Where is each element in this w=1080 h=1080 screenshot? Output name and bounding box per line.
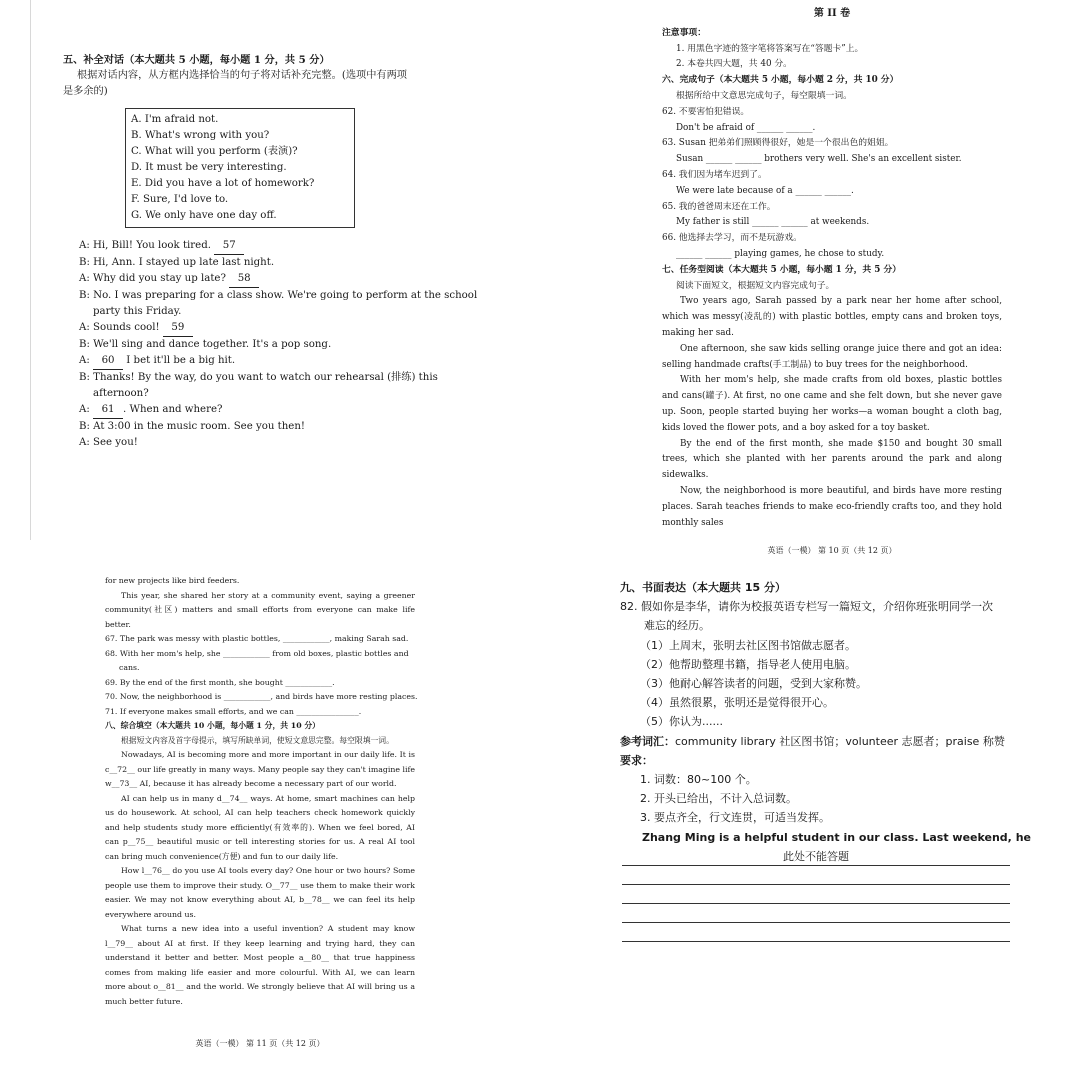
section-5-instruction: 根据对话内容，从方框内选择恰当的句子将对话补充完整。(选项中有两项: [77, 70, 407, 81]
question-69: 69. By the end of the first month, she bought ____________.: [105, 677, 335, 687]
question-66-english: ______ ______ playing games, he chose to study.: [676, 248, 885, 259]
cloze-paragraph: Nowadays, AI is becoming more and more important in our daily life. It is c__72__ our life greatly in many ways. Many people say they can't imagine life w__73__ AI, because it has already become a necessary part of our world.: [105, 750, 415, 788]
writing-point: （3）他耐心解答读者的问题，受到大家称赞。: [640, 677, 867, 691]
question-68-cont: cans.: [119, 663, 140, 672]
option-e: E. Did you have a lot of homework?: [131, 178, 315, 189]
dialogue-line: A: 61 . When and where?: [79, 402, 430, 419]
writing-section: [620, 578, 1031, 958]
question-65-english: My father is still ______ ______ at weekends.: [676, 217, 870, 228]
section-6-instruction: 根据所给中文意思完成句子，每空限填一词。: [676, 90, 852, 101]
writing-point: （4）虽然很累，张明还是觉得很开心。: [640, 696, 834, 710]
section-8-heading: 八、综合填空（本大题共 10 小题，每小题 1 分，共 10 分）: [105, 721, 320, 730]
requirements-heading: 要求：: [620, 753, 653, 767]
dialogue-line: A: 60 I bet it'll be a big hit.: [79, 353, 430, 370]
reading-continuation: for new projects like bird feeders.: [105, 576, 240, 585]
blank-61: 61: [93, 402, 123, 419]
blank-57: 57: [214, 238, 244, 255]
question-64: 64. 我们因为堵车迟到了。: [662, 169, 767, 180]
answer-line[interactable]: [622, 923, 1010, 942]
question-63-english: Susan ______ ______ brothers very well. She's an excellent sister.: [676, 154, 962, 165]
answer-line[interactable]: [622, 847, 1010, 866]
dialogue-line: B: Hi, Ann. I stayed up late last night.: [79, 257, 275, 268]
dialogue-line: A: Sounds cool! 59: [79, 320, 430, 337]
requirement: 1. 词数：80~100 个。: [640, 773, 757, 787]
vocabulary-line: 参考词汇：community library 社区图书馆；volunteer 志愿者；praise 称赞: [620, 734, 1005, 748]
dialogue: [63, 238, 478, 451]
notice-item: 1. 用黑色字迹的签字笔将答案写在“答题卡”上。: [676, 43, 864, 54]
question-68: 68. With her mom's help, she ____________ from old boxes, plastic bottles and: [105, 648, 409, 658]
essay-start: Zhang Ming is a helpful student in our class. Last weekend, he: [642, 830, 1031, 844]
cloze-paragraph: What turns a new idea into a useful invention? A student may know l__79__ about AI at first. If they keep learning and trying hard, they can understand it better and better. Most people a__80__ that true happiness comes from making life easier and more colourful. With AI, we can learn more about o__81__ and the world. We strongly believe that AI will bring us a much better future.: [105, 924, 415, 1006]
question-66: 66. 他选择去学习，而不是玩游戏。: [662, 233, 802, 244]
question-67: 67. The park was messy with plastic bottles, ____________, making Sarah sad.: [105, 634, 409, 643]
dialogue-line: A: Hi, Bill! You look tired. 57: [79, 238, 430, 255]
page-footer: 英语（一模） 第 11 页（共 12 页）: [195, 1039, 325, 1048]
section-6-heading: 六、完成句子（本大题共 5 小题，每小题 2 分，共 10 分）: [662, 75, 899, 86]
cloze-paragraph: AI can help us in many d__74__ ways. At home, smart machines can help us do housework. At school, AI can help teachers check homework quickly and help students study more efficiently(有效率的). When we feel bored, AI can p__75__ beautiful music or tell interesting stories for us. A real AI tool can bring much convenience(方便) and fun to our daily life.: [105, 793, 415, 861]
question-64-english: We were late because of a ______ ______.: [676, 185, 854, 196]
answer-line[interactable]: [622, 866, 1010, 885]
cloze-paragraph: How l__76__ do you use AI tools every day? One hour or two hours? Some people use them to improve their study. O__77__ use them to make their work easier. We may not know everything about AI, b__78__ we can feel its help everywhere around us.: [105, 866, 415, 919]
option-f: F. Sure, I'd love to.: [131, 194, 229, 205]
options-box: [125, 108, 355, 228]
question-82: 82. 假如你是李华，请你为校报英语专栏写一篇短文，介绍你班张明同学一次: [620, 600, 993, 614]
page-dialogue-section: [30, 0, 478, 540]
question-62-english: Don't be afraid of ______ ______.: [676, 122, 816, 133]
writing-point: （2）他帮助整理书籍，指导老人使用电脑。: [640, 657, 856, 671]
section-8-instruction: 根据短文内容及首字母提示，填写所缺单词，使短文意思完整。每空限填一词。: [121, 735, 394, 745]
requirement: 3. 要点齐全，行文连贯，可适当发挥。: [640, 811, 830, 825]
reading-paragraph: Now, the neighborhood is more beautiful, and birds have more resting places. Sarah teaches friends to make eco-friendly crafts too, and they hold monthly sales: [662, 485, 1002, 528]
writing-point: （5）你认为......: [640, 715, 723, 729]
question-63: 63. Susan 把弟弟们照顾得很好，她是一个很出色的姐姐。: [662, 138, 894, 149]
option-g: G. We only have one day off.: [131, 210, 277, 221]
no-answer-note: 此处不能答题: [783, 849, 849, 863]
reading-paragraph: By the end of the first month, she made $150 and bought 30 small trees, which she planted with her parents around the park and along sidewalks.: [662, 438, 1002, 481]
reading-paragraph: One afternoon, she saw kids selling orange juice there and got an idea: selling handmade crafts(手工制品) to buy trees for the neighborhood.: [662, 343, 1002, 370]
blank-58: 58: [229, 271, 259, 288]
question-70: 70. Now, the neighborhood is ____________, and birds have more resting places.: [105, 692, 418, 701]
page-footer: 英语（一模） 第 10 页（共 12 页）: [767, 546, 897, 556]
page-11: [105, 574, 418, 1048]
section-9-heading: 九、书面表达（本大题共 15 分）: [620, 581, 786, 594]
section-5-heading: 五、补全对话（本大题共 5 小题，每小题 1 分，共 5 分）: [63, 54, 330, 66]
dialogue-line: B: We'll sing and dance together. It's a pop song.: [79, 339, 332, 350]
volume-title: 第 II 卷: [813, 8, 851, 19]
section-7-heading: 七、任务型阅读（本大题共 5 小题，每小题 1 分，共 5 分）: [662, 264, 902, 275]
dialogue-line: B: Thanks! By the way, do you want to watch our rehearsal (排练) this: [79, 372, 438, 383]
reading-paragraph: With her mom's help, she made crafts from old boxes, plastic bottles and cans(罐子). At first, no one came and she felt down, but she never gave up. Soon, people started buying her works—a woman bought a cloth bag, kids loved the flower pots, and a boy asked for a toy basket.: [662, 375, 1002, 433]
dialogue-line: A: Why did you stay up late? 58: [79, 271, 430, 288]
option-a: A. I'm afraid not.: [131, 114, 219, 125]
page-10: [662, 0, 1002, 556]
requirement: 2. 开头已给出，不计入总词数。: [640, 792, 797, 806]
dialogue-line-cont: party this Friday.: [93, 306, 182, 317]
question-65: 65. 我的爸爸周末还在工作。: [662, 201, 776, 212]
section-5-instruction-cont: 是多余的): [63, 86, 108, 97]
answer-line[interactable]: [622, 885, 1010, 904]
reading-paragraph: This year, she shared her story at a community event, saying a greener community(社区) matters and small efforts from everyone can make life better.: [105, 590, 415, 629]
notice-item: 2. 本卷共四大题，共 40 分。: [676, 59, 792, 70]
section-7-instruction: 阅读下面短文，根据短文内容完成句子。: [676, 280, 835, 291]
blank-59: 59: [163, 320, 193, 337]
reading-paragraph: Two years ago, Sarah passed by a park near her home after school, which was messy(凌乱的) with plastic bottles, empty cans and broken toys, making her sad.: [662, 296, 1002, 338]
dialogue-line: B: No. I was preparing for a class show. We're going to perform at the school: [79, 290, 478, 301]
question-62: 62. 不要害怕犯错误。: [662, 106, 750, 117]
question-71: 71. If everyone makes small efforts, and we can ________________.: [105, 706, 362, 716]
dialogue-line-cont: afternoon?: [93, 388, 149, 399]
dialogue-line: A: See you!: [79, 437, 138, 448]
blank-60: 60: [93, 353, 123, 370]
answer-line[interactable]: [622, 904, 1010, 923]
dialogue-line: B: At 3:00 in the music room. See you then!: [79, 421, 305, 432]
question-82-cont: 难忘的经历。: [644, 619, 710, 633]
option-c: C. What will you perform (表演)?: [131, 146, 298, 157]
writing-point: （1）上周末，张明去社区图书馆做志愿者。: [640, 638, 856, 652]
option-d: D. It must be very interesting.: [131, 162, 287, 173]
option-b: B. What's wrong with you?: [131, 130, 270, 141]
notice-heading: 注意事项：: [662, 27, 706, 38]
